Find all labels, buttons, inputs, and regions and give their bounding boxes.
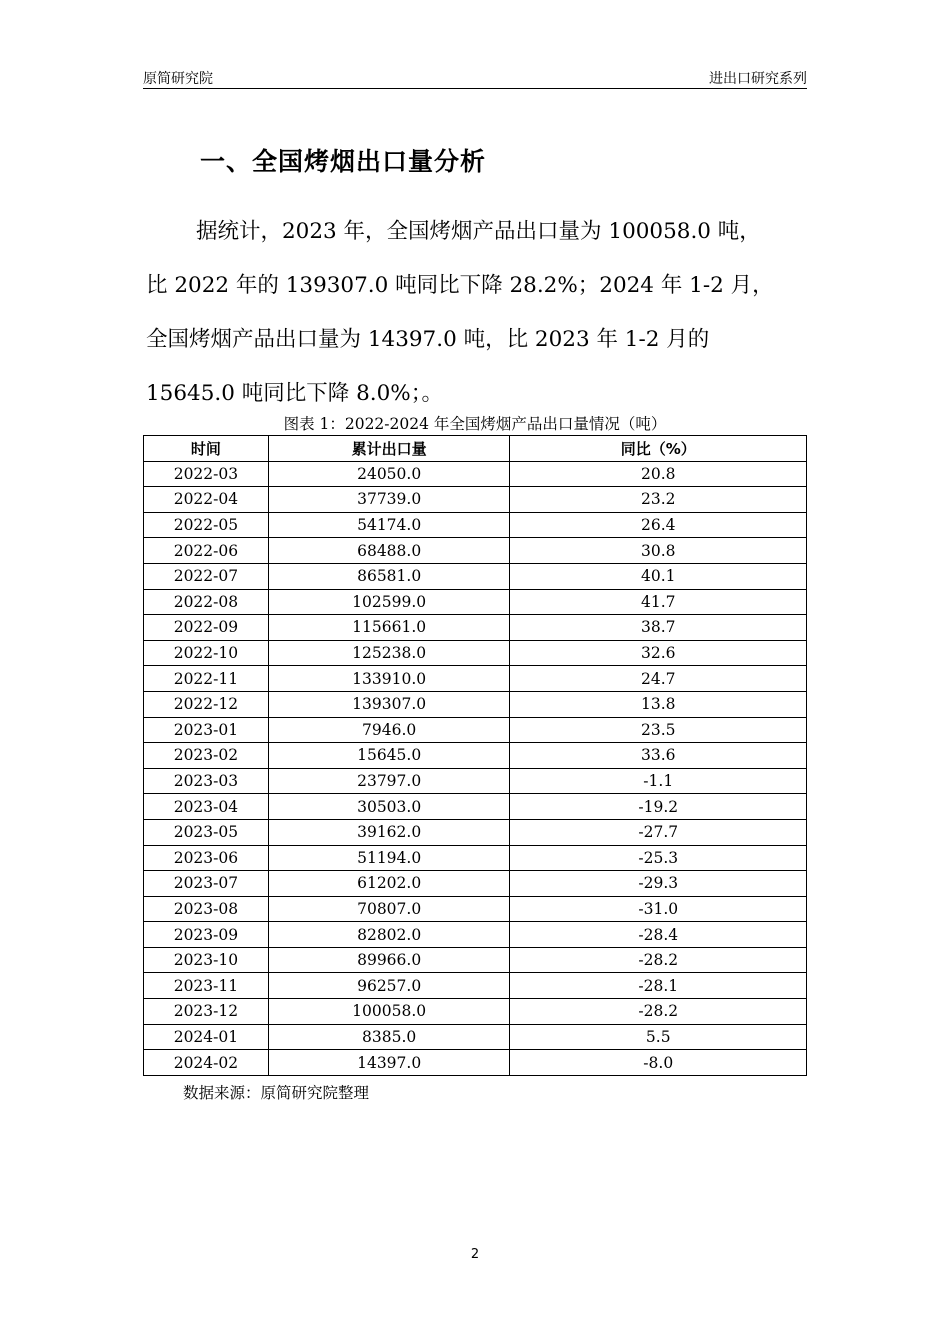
table-row <box>144 922 807 948</box>
cell-yoy: 23.2 <box>510 487 807 513</box>
body-paragraph <box>146 205 810 421</box>
cell-yoy: -29.3 <box>510 871 807 897</box>
export-volume-table <box>143 435 807 1076</box>
table-row <box>144 845 807 871</box>
cell-yoy: -27.7 <box>510 819 807 845</box>
cell-time: 2023-01 <box>144 717 269 743</box>
table-row <box>144 973 807 999</box>
cell-cumulative-export: 24050.0 <box>268 461 510 487</box>
data-source-note: 数据来源：原简研究院整理 <box>183 1084 370 1102</box>
cell-time: 2024-01 <box>144 1024 269 1050</box>
cell-yoy: -25.3 <box>510 845 807 871</box>
table-row <box>144 640 807 666</box>
table-header-row <box>144 436 807 462</box>
cell-cumulative-export: 51194.0 <box>268 845 510 871</box>
paragraph-line: 据统计，2023 年，全国烤烟产品出口量为 100058.0 吨， <box>196 219 761 244</box>
table-row <box>144 666 807 692</box>
cell-time: 2022-07 <box>144 563 269 589</box>
cell-cumulative-export: 139307.0 <box>268 691 510 717</box>
cell-cumulative-export: 86581.0 <box>268 563 510 589</box>
cell-yoy: 5.5 <box>510 1024 807 1050</box>
cell-time: 2023-12 <box>144 999 269 1025</box>
cell-cumulative-export: 15645.0 <box>268 743 510 769</box>
table-row <box>144 743 807 769</box>
cell-yoy: 13.8 <box>510 691 807 717</box>
cell-yoy: 24.7 <box>510 666 807 692</box>
cell-cumulative-export: 102599.0 <box>268 589 510 615</box>
cell-cumulative-export: 14397.0 <box>268 1050 510 1076</box>
cell-yoy: -28.2 <box>510 947 807 973</box>
table-row <box>144 768 807 794</box>
table-caption: 图表 1：2022-2024 年全国烤烟产品出口量情况（吨） <box>283 415 667 433</box>
table-row <box>144 717 807 743</box>
cell-cumulative-export: 82802.0 <box>268 922 510 948</box>
cell-cumulative-export: 100058.0 <box>268 999 510 1025</box>
table-row <box>144 589 807 615</box>
cell-yoy: -19.2 <box>510 794 807 820</box>
cell-time: 2022-05 <box>144 512 269 538</box>
header-time: 时间 <box>144 436 269 462</box>
cell-cumulative-export: 115661.0 <box>268 615 510 641</box>
cell-cumulative-export: 23797.0 <box>268 768 510 794</box>
table-row <box>144 819 807 845</box>
cell-time: 2022-10 <box>144 640 269 666</box>
cell-cumulative-export: 8385.0 <box>268 1024 510 1050</box>
table-row <box>144 538 807 564</box>
table-row <box>144 461 807 487</box>
cell-cumulative-export: 89966.0 <box>268 947 510 973</box>
cell-yoy: 33.6 <box>510 743 807 769</box>
cell-yoy: 30.8 <box>510 538 807 564</box>
cell-time: 2023-05 <box>144 819 269 845</box>
cell-yoy: 41.7 <box>510 589 807 615</box>
section-heading: 一、全国烤烟出口量分析 <box>200 147 487 176</box>
header-cumulative-export: 累计出口量 <box>268 436 510 462</box>
cell-yoy: -1.1 <box>510 768 807 794</box>
cell-yoy: 38.7 <box>510 615 807 641</box>
table-row <box>144 871 807 897</box>
page-header <box>143 64 807 89</box>
page-number: 2 <box>470 1247 480 1262</box>
cell-time: 2023-08 <box>144 896 269 922</box>
table-row <box>144 691 807 717</box>
table-row <box>144 563 807 589</box>
header-series-name: 进出口研究系列 <box>709 71 807 87</box>
cell-time: 2022-12 <box>144 691 269 717</box>
cell-time: 2022-08 <box>144 589 269 615</box>
cell-time: 2022-06 <box>144 538 269 564</box>
cell-cumulative-export: 54174.0 <box>268 512 510 538</box>
cell-cumulative-export: 7946.0 <box>268 717 510 743</box>
cell-yoy: -28.4 <box>510 922 807 948</box>
cell-time: 2023-04 <box>144 794 269 820</box>
table-row <box>144 896 807 922</box>
cell-yoy: 40.1 <box>510 563 807 589</box>
cell-yoy: 32.6 <box>510 640 807 666</box>
cell-time: 2022-03 <box>144 461 269 487</box>
cell-time: 2023-09 <box>144 922 269 948</box>
table-body <box>144 461 807 1075</box>
cell-cumulative-export: 68488.0 <box>268 538 510 564</box>
table-row <box>144 487 807 513</box>
cell-time: 2024-02 <box>144 1050 269 1076</box>
cell-yoy: -31.0 <box>510 896 807 922</box>
table-row <box>144 999 807 1025</box>
cell-time: 2023-02 <box>144 743 269 769</box>
table-row <box>144 1024 807 1050</box>
cell-cumulative-export: 39162.0 <box>268 819 510 845</box>
cell-yoy: -28.2 <box>510 999 807 1025</box>
cell-yoy: -28.1 <box>510 973 807 999</box>
cell-time: 2022-11 <box>144 666 269 692</box>
cell-time: 2023-11 <box>144 973 269 999</box>
header-yoy: 同比（%） <box>510 436 807 462</box>
cell-yoy: 20.8 <box>510 461 807 487</box>
paragraph-line: 15645.0 吨同比下降 8.0%；。 <box>146 381 443 406</box>
cell-yoy: 26.4 <box>510 512 807 538</box>
cell-cumulative-export: 37739.0 <box>268 487 510 513</box>
cell-cumulative-export: 30503.0 <box>268 794 510 820</box>
cell-cumulative-export: 133910.0 <box>268 666 510 692</box>
table-row <box>144 947 807 973</box>
cell-time: 2023-10 <box>144 947 269 973</box>
cell-time: 2023-07 <box>144 871 269 897</box>
header-org-name: 原简研究院 <box>143 71 213 87</box>
cell-cumulative-export: 61202.0 <box>268 871 510 897</box>
cell-yoy: 23.5 <box>510 717 807 743</box>
cell-yoy: -8.0 <box>510 1050 807 1076</box>
paragraph-line: 比 2022 年的 139307.0 吨同比下降 28.2%；2024 年 1-2 月， <box>146 273 774 298</box>
cell-time: 2022-04 <box>144 487 269 513</box>
table-row <box>144 512 807 538</box>
cell-cumulative-export: 125238.0 <box>268 640 510 666</box>
cell-time: 2023-06 <box>144 845 269 871</box>
paragraph-line: 全国烤烟产品出口量为 14397.0 吨，比 2023 年 1-2 月的 <box>146 327 710 352</box>
table-row <box>144 1050 807 1076</box>
cell-time: 2023-03 <box>144 768 269 794</box>
table-row <box>144 615 807 641</box>
cell-cumulative-export: 96257.0 <box>268 973 510 999</box>
cell-time: 2022-09 <box>144 615 269 641</box>
cell-cumulative-export: 70807.0 <box>268 896 510 922</box>
table-row <box>144 794 807 820</box>
